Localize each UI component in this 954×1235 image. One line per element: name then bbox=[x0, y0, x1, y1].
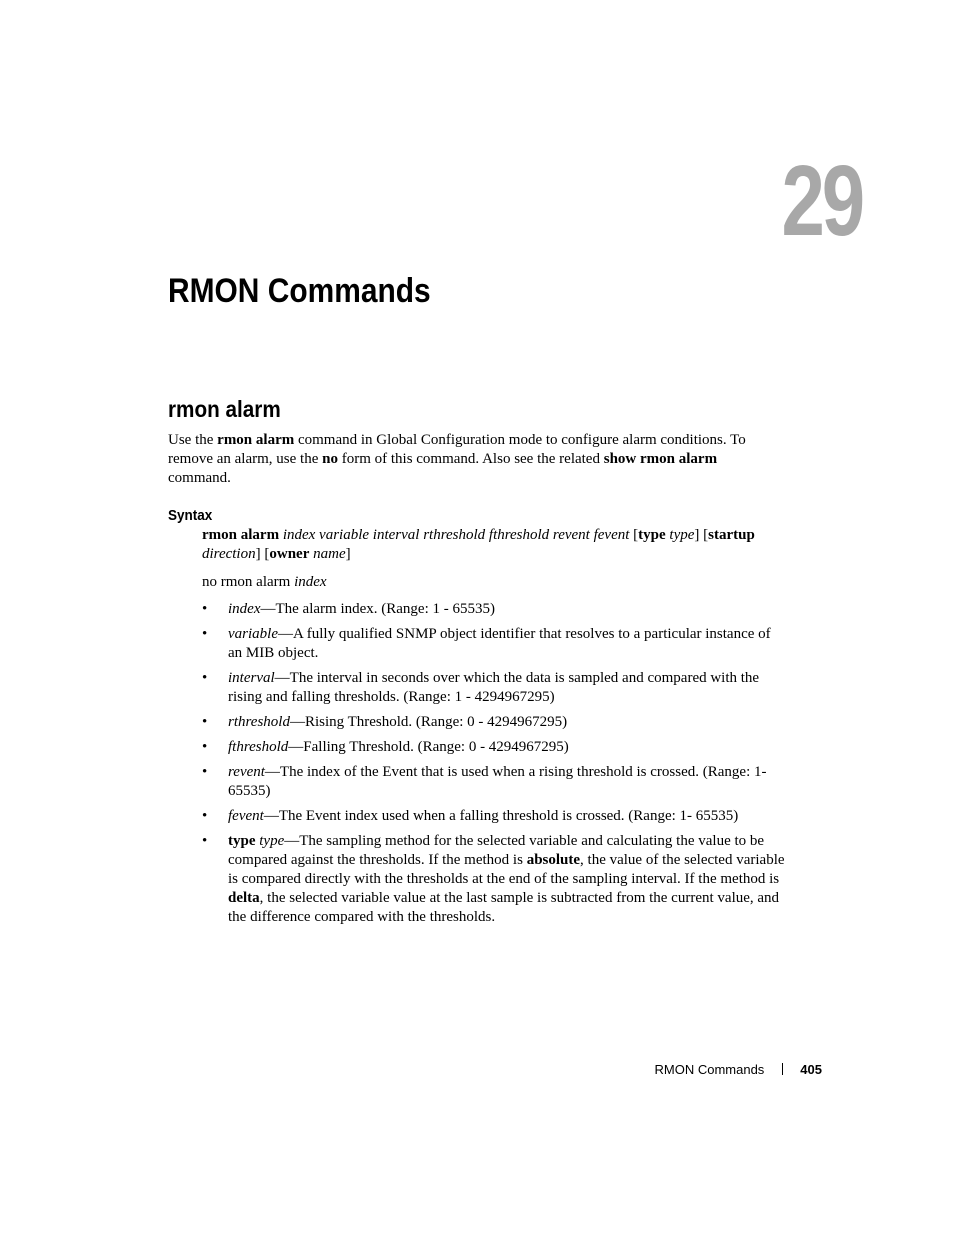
param-value-absolute: absolute bbox=[526, 852, 581, 868]
syntax-arg-direction: direction bbox=[202, 546, 256, 562]
syntax-arg-type: type bbox=[665, 527, 695, 543]
param-desc: , the selected variable value at the last sample is subtracted from the current value, and the difference compared with the thresholds. bbox=[228, 890, 780, 925]
syntax-keyword-startup: startup bbox=[708, 527, 755, 543]
param-desc: —The Event index used when a falling threshold is crossed. (Range: 1- 65535) bbox=[263, 808, 739, 824]
section-intro bbox=[168, 431, 778, 488]
bullet: • bbox=[202, 714, 208, 730]
list-item bbox=[202, 832, 787, 927]
bullet: • bbox=[202, 808, 208, 824]
bullet: • bbox=[202, 833, 208, 849]
param-desc: —The index of the Event that is used when a rising threshold is crossed. (Range: 1-65535) bbox=[228, 764, 767, 799]
param-term: rthreshold bbox=[228, 714, 290, 730]
syntax-keyword-owner: owner bbox=[269, 546, 310, 562]
section-title: rmon alarm bbox=[168, 396, 281, 422]
param-term: interval bbox=[228, 670, 275, 686]
param-desc: —The alarm index. (Range: 1 - 65535) bbox=[260, 601, 495, 617]
syntax-no-command-line bbox=[202, 573, 782, 592]
param-term: variable bbox=[228, 626, 278, 642]
chapter-number: 29 bbox=[781, 145, 862, 257]
param-term: revent bbox=[228, 764, 265, 780]
footer-section: RMON Commands bbox=[654, 1062, 765, 1077]
param-term: fevent bbox=[228, 808, 264, 824]
footer-divider bbox=[782, 1063, 783, 1075]
syntax-arg-name: name bbox=[309, 546, 346, 562]
page-number: 405 bbox=[800, 1062, 822, 1077]
list-item bbox=[202, 807, 787, 826]
parameter-list bbox=[202, 600, 787, 933]
param-desc: —Rising Threshold. (Range: 0 - 4294967295) bbox=[289, 714, 568, 730]
list-item bbox=[202, 625, 787, 663]
syntax-command: rmon alarm bbox=[202, 527, 280, 543]
syntax-heading: Syntax bbox=[168, 507, 213, 524]
syntax-command-line bbox=[202, 526, 782, 564]
param-desc: —The sampling method for the selected variable and calculating the value to be compared against the thresholds. If the method is bbox=[228, 833, 765, 868]
syntax-args: index variable interval rthreshold fthreshold revent fevent bbox=[279, 527, 630, 543]
param-desc: , the value of the selected variable is compared directly with the thresholds at the end of the sampling interval. If the method is bbox=[228, 852, 785, 887]
bullet: • bbox=[202, 739, 208, 755]
bullet: • bbox=[202, 601, 208, 617]
list-item bbox=[202, 738, 787, 757]
param-desc: —Falling Threshold. (Range: 0 - 4294967295) bbox=[288, 739, 569, 755]
param-value-delta: delta bbox=[228, 890, 260, 906]
intro-related-command: show rmon alarm bbox=[603, 451, 718, 467]
intro-text: Use the bbox=[168, 432, 218, 448]
intro-no-keyword: no bbox=[322, 451, 338, 467]
param-desc: —The interval in seconds over which the data is sampled and compared with the rising and falling thresholds. (Range: 1 - 4294967295) bbox=[228, 670, 760, 705]
bracket: ] [ bbox=[694, 527, 709, 543]
chapter-title: RMON Commands bbox=[168, 272, 431, 310]
param-term: type bbox=[255, 833, 285, 849]
list-item bbox=[202, 600, 787, 619]
intro-text: form of this command. Also see the related bbox=[337, 451, 604, 467]
bullet: • bbox=[202, 764, 208, 780]
param-term: fthreshold bbox=[228, 739, 289, 755]
intro-text: command in Global Configuration mode to configure alarm conditions. To remove an alarm, use the bbox=[168, 432, 746, 467]
bracket: [ bbox=[629, 527, 639, 543]
bullet: • bbox=[202, 626, 208, 642]
syntax-keyword-type: type bbox=[638, 527, 666, 543]
list-item bbox=[202, 763, 787, 801]
param-desc: —A fully qualified SNMP object identifier that resolves to a particular instance of an MIB object. bbox=[228, 626, 771, 661]
list-item bbox=[202, 713, 787, 732]
page-footer bbox=[600, 1061, 822, 1079]
bracket: ] bbox=[345, 546, 351, 562]
intro-text: command. bbox=[168, 470, 231, 486]
syntax-no-arg: index bbox=[290, 574, 327, 590]
param-term: index bbox=[228, 601, 261, 617]
bullet: • bbox=[202, 670, 208, 686]
intro-command: rmon alarm bbox=[217, 432, 295, 448]
syntax-no-command: no rmon alarm bbox=[202, 574, 291, 590]
bracket: ] [ bbox=[255, 546, 270, 562]
list-item bbox=[202, 669, 787, 707]
param-keyword: type bbox=[228, 833, 256, 849]
